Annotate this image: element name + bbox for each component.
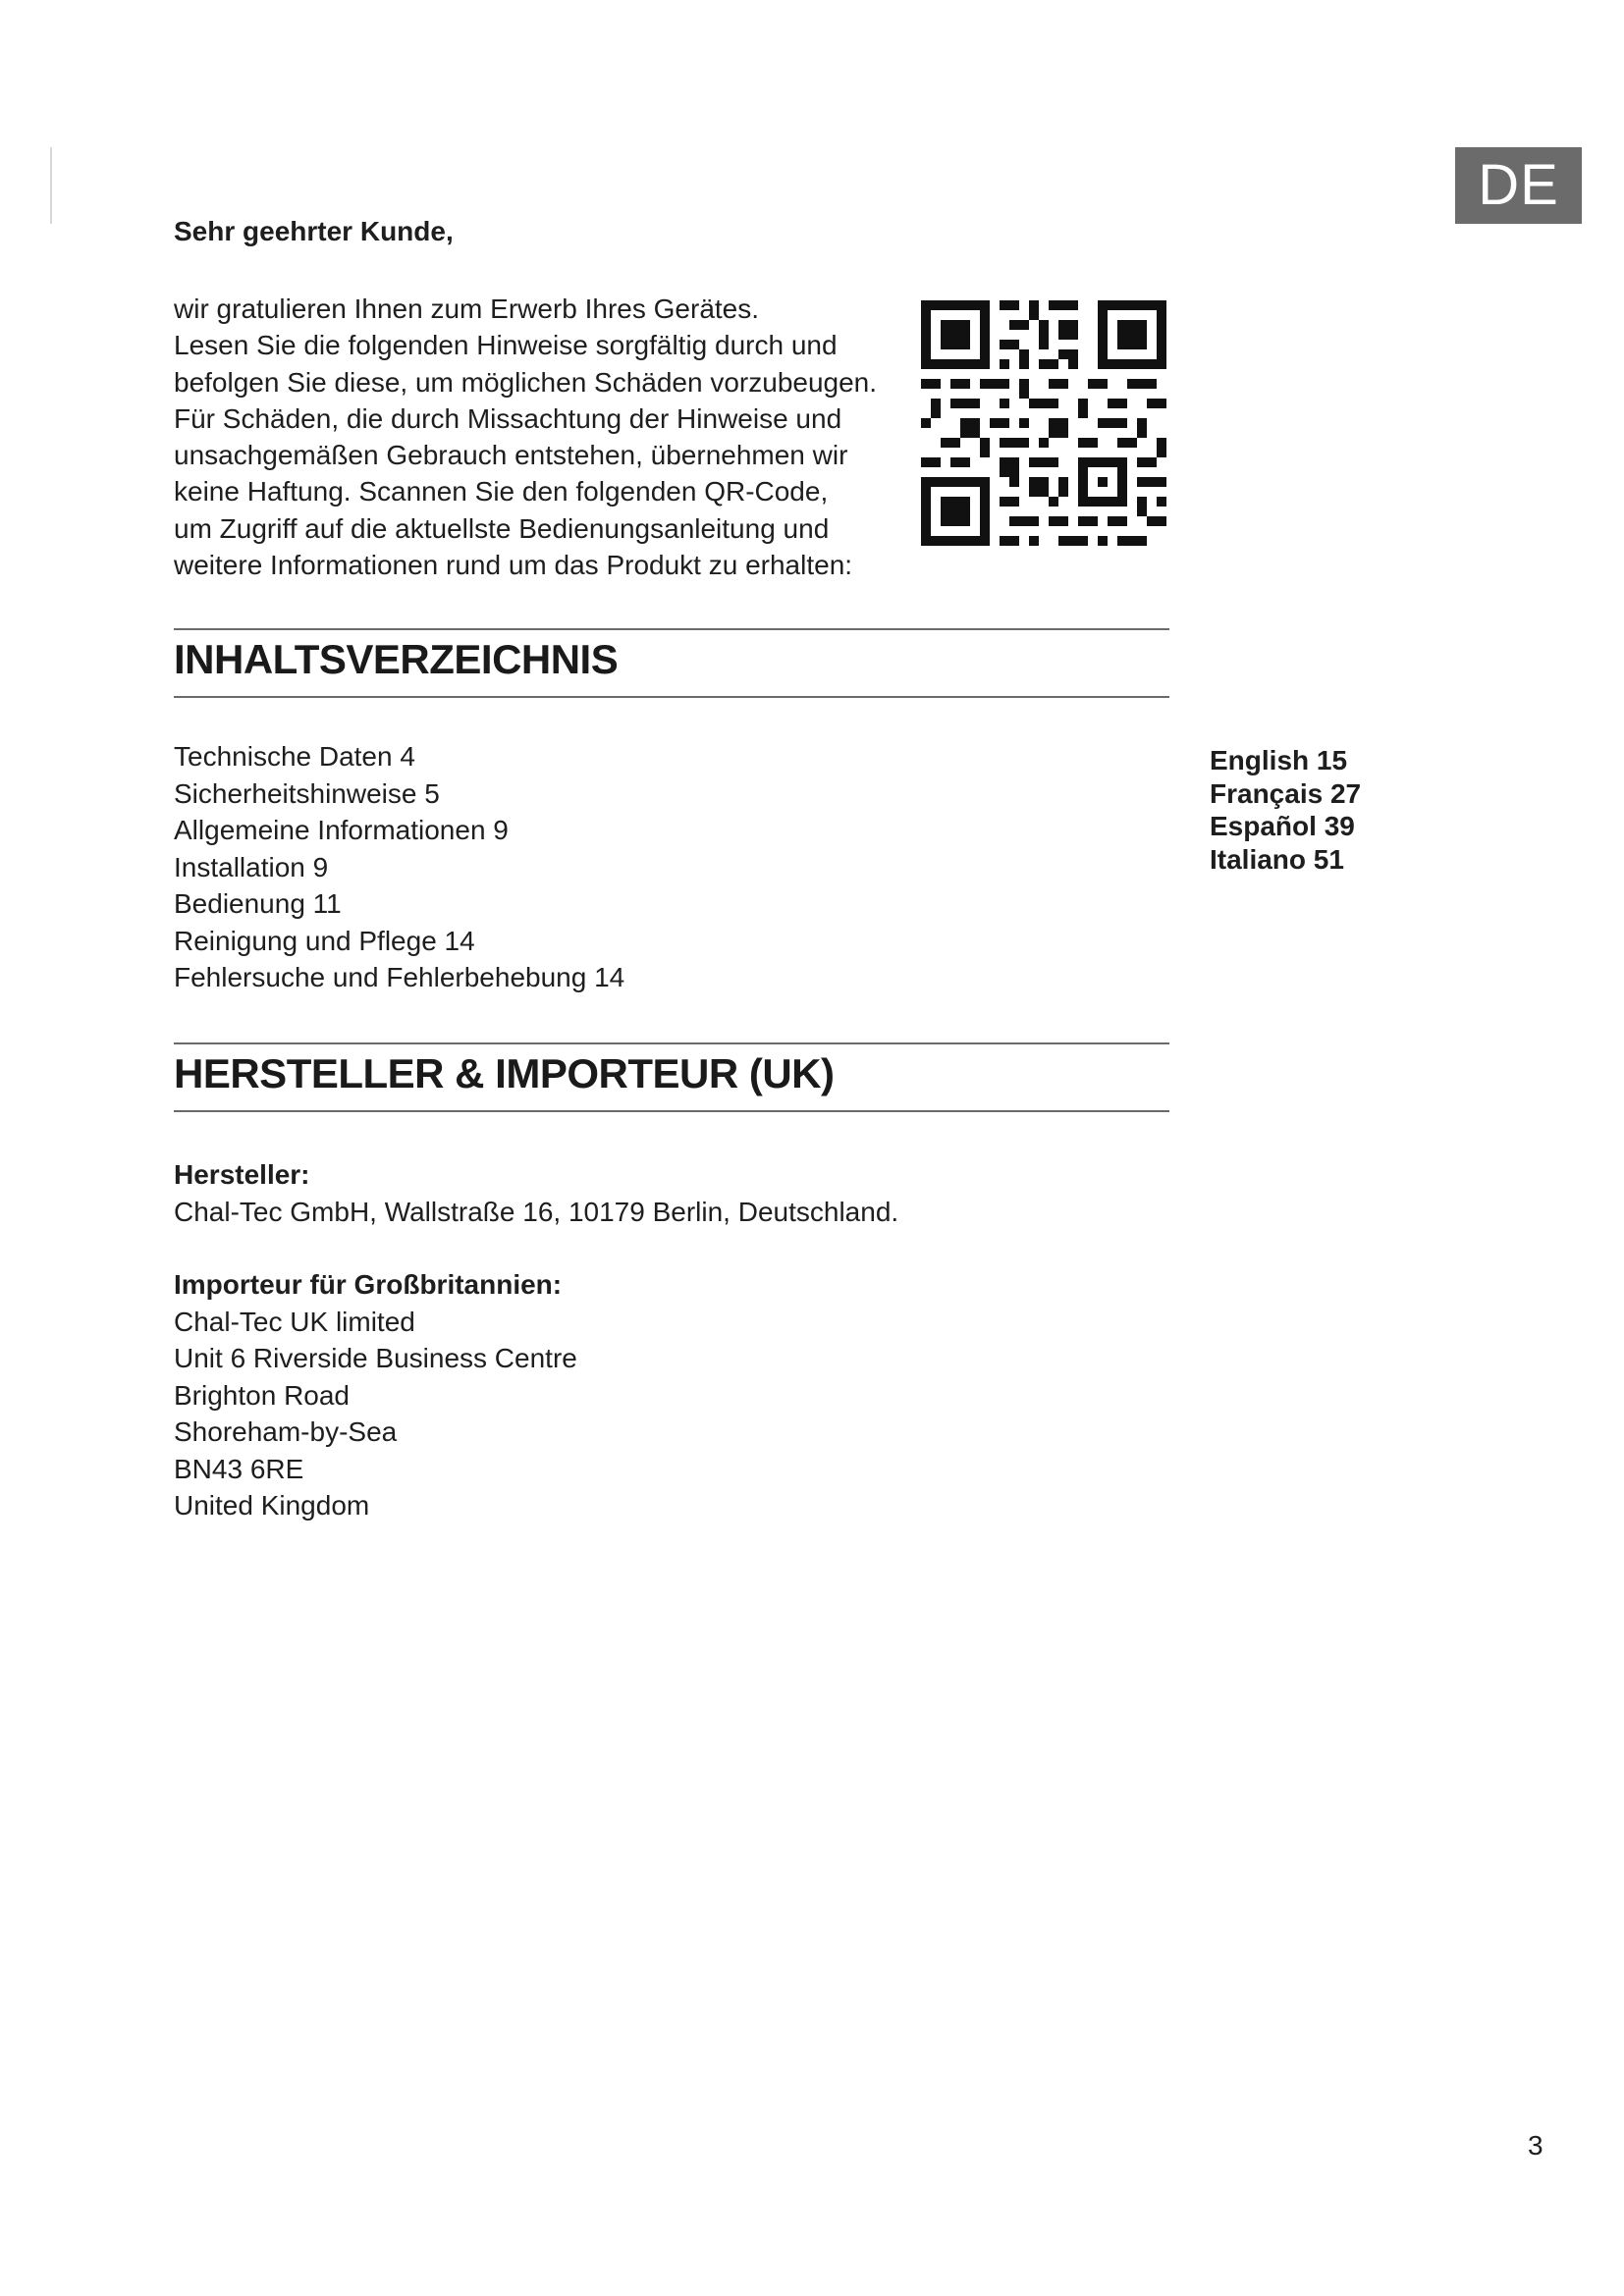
manufacturer-address: Chal-Tec GmbH, Wallstraße 16, 10179 Berlin, Deutschland. xyxy=(174,1196,899,1227)
importer-line: Brighton Road xyxy=(174,1379,351,1411)
importer-line: Chal-Tec UK limited xyxy=(174,1306,415,1337)
page-number: 3 xyxy=(1528,2130,1543,2161)
section-rule xyxy=(174,696,1169,698)
toc-item[interactable]: Allgemeine Informationen 9 xyxy=(174,815,509,845)
section-rule xyxy=(174,1110,1169,1112)
intro-line: befolgen Sie diese, um möglichen Schäden vorzubeugen. xyxy=(174,366,878,398)
importer-line: Shoreham-by-Sea xyxy=(174,1416,398,1447)
intro-line: keine Haftung. Scannen Sie den folgenden QR-Code, xyxy=(174,476,829,507)
language-list xyxy=(1210,744,1361,876)
intro-line: Für Schäden, die durch Missachtung der Hinweise und xyxy=(174,402,842,434)
intro-line: wir gratulieren Ihnen zum Erwerb Ihres Gerätes. xyxy=(174,294,760,324)
toc-item[interactable]: Technische Daten 4 xyxy=(174,741,415,772)
toc-item[interactable]: Sicherheitshinweise 5 xyxy=(174,777,440,809)
intro-line: weitere Informationen rund um das Produkt zu erhalten: xyxy=(174,550,853,581)
section-rule xyxy=(174,628,1169,630)
toc-item[interactable]: Bedienung 11 xyxy=(174,888,342,919)
language-item[interactable]: Italiano 51 xyxy=(1210,843,1344,875)
importer-line: BN43 6RE xyxy=(174,1453,304,1484)
language-badge: DE xyxy=(1455,147,1582,224)
toc-list xyxy=(174,738,624,996)
manufacturer-heading: HERSTELLER & IMPORTEUR (UK) xyxy=(174,1050,835,1096)
importer-line: Unit 6 Riverside Business Centre xyxy=(174,1343,577,1373)
qr-modules xyxy=(921,300,1166,546)
toc-heading: INHALTSVERZEICHNIS xyxy=(174,636,619,682)
language-item[interactable]: English 15 xyxy=(1210,745,1348,775)
intro-line: unsachgemäßen Gebrauch entstehen, übernehmen wir xyxy=(174,440,848,471)
manufacturer-label: Hersteller: xyxy=(174,1159,310,1190)
manufacturer-block xyxy=(174,1156,898,1230)
language-item[interactable]: Español 39 xyxy=(1210,811,1355,842)
language-item[interactable]: Français 27 xyxy=(1210,777,1362,809)
importer-block xyxy=(174,1266,577,1524)
importer-line: United Kingdom xyxy=(174,1490,370,1521)
intro-paragraph xyxy=(174,291,889,583)
toc-item[interactable]: Fehlersuche und Fehlerbehebung 14 xyxy=(174,962,625,992)
intro-line: um Zugriff auf die aktuellste Bedienungsanleitung und xyxy=(174,512,830,544)
importer-label: Importeur für Großbritannien: xyxy=(174,1269,563,1300)
greeting: Sehr geehrter Kunde, xyxy=(174,216,454,246)
margin-marker xyxy=(50,147,52,224)
toc-item[interactable]: Reinigung und Pflege 14 xyxy=(174,925,475,956)
qr-code[interactable] xyxy=(921,300,1166,546)
intro-line: Lesen Sie die folgenden Hinweise sorgfältig durch und xyxy=(174,330,838,361)
section-rule xyxy=(174,1042,1169,1044)
toc-item[interactable]: Installation 9 xyxy=(174,851,329,882)
